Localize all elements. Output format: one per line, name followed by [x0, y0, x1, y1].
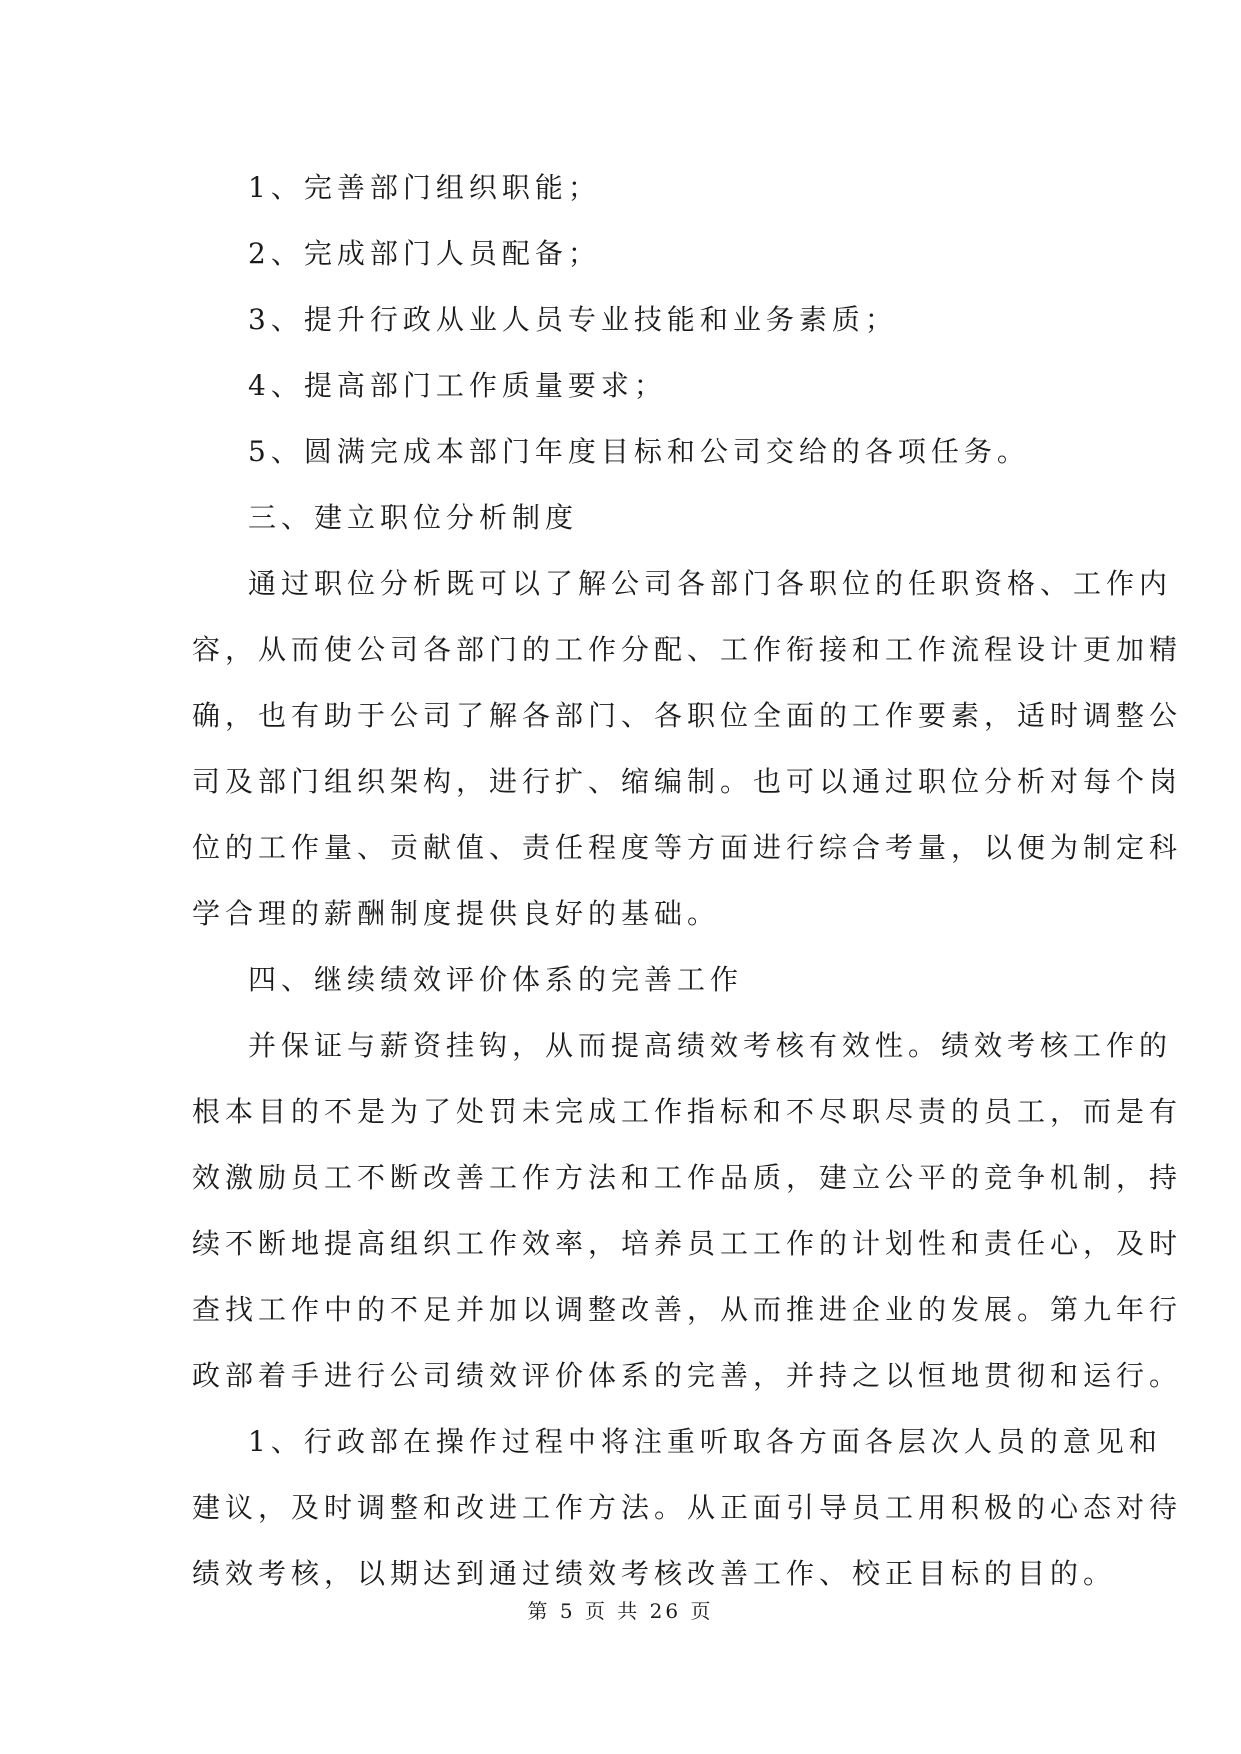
text-line: 根本目的不是为了处罚未完成工作指标和不尽职尽责的员工，而是有	[192, 1095, 1183, 1128]
text-line: 并保证与薪资挂钩，从而提高绩效考核有效性。绩效考核工作的	[248, 1029, 1173, 1062]
section-heading: 四、继续绩效评价体系的完善工作	[248, 963, 744, 996]
page-number-footer: 第 5 页 共 26 页	[527, 1599, 714, 1623]
text-line: 通过职位分析既可以了解公司各部门各职位的任职资格、工作内	[248, 567, 1173, 600]
text-line: 4、提高部门工作质量要求；	[248, 369, 667, 402]
document-body	[192, 155, 1183, 1607]
text-line: 1、行政部在操作过程中将注重听取各方面各层次人员的意见和	[248, 1425, 1162, 1458]
text-line: 容，从而使公司各部门的工作分配、工作衔接和工作流程设计更加精	[192, 633, 1183, 666]
text-line: 确，也有助于公司了解各部门、各职位全面的工作要素，适时调整公	[192, 699, 1183, 732]
text-line: 位的工作量、贡献值、责任程度等方面进行综合考量，以便为制定科	[192, 831, 1183, 864]
text-line: 5、圆满完成本部门年度目标和公司交给的各项任务。	[248, 435, 1030, 468]
text-line: 司及部门组织架构，进行扩、缩编制。也可以通过职位分析对每个岗	[192, 765, 1183, 798]
section-heading: 三、建立职位分析制度	[248, 501, 579, 534]
text-line: 查找工作中的不足并加以调整改善，从而推进企业的发展。第九年行	[192, 1293, 1183, 1326]
text-line: 3、提升行政从业人员专业技能和业务素质；	[248, 303, 898, 336]
text-line: 2、完成部门人员配备；	[248, 237, 601, 270]
text-line: 1、完善部门组织职能；	[248, 171, 601, 204]
text-line: 绩效考核，以期达到通过绩效考核改善工作、校正目标的目的。	[192, 1557, 1117, 1590]
text-line: 效激励员工不断改善工作方法和工作品质，建立公平的竞争机制，持	[192, 1161, 1183, 1194]
text-line: 建议，及时调整和改进工作方法。从正面引导员工用积极的心态对待	[192, 1491, 1183, 1524]
text-line: 续不断地提高组织工作效率，培养员工工作的计划性和责任心，及时	[192, 1227, 1183, 1260]
text-line: 政部着手进行公司绩效评价体系的完善，并持之以恒地贯彻和运行。	[192, 1359, 1183, 1392]
text-line: 学合理的薪酬制度提供良好的基础。	[192, 897, 721, 930]
